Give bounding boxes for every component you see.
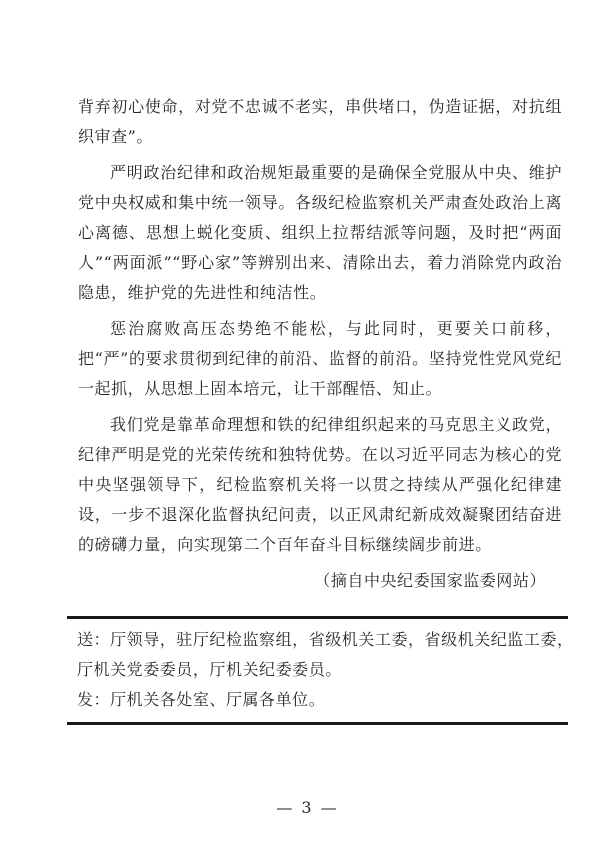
- document-body: [78, 92, 562, 602]
- separator-rule-bottom: [67, 722, 568, 725]
- body-paragraph: 背弃初心使命，对党不忠诚不老实，串供堵口，伪造证据，对抗组织审查”。: [78, 97, 562, 146]
- distribution-line-send-cont: 厅机关党委委员，厅机关纪委委员。: [77, 660, 342, 679]
- distribution-lines: [67, 619, 574, 722]
- distribution-line-send: 送：厅领导，驻厅纪检监察组，省级机关工委，省级机关纪监工委，: [77, 630, 574, 649]
- page-number: — 3 —: [276, 798, 339, 817]
- distribution-block: [67, 616, 574, 725]
- body-paragraph: 惩治腐败高压态势绝不能松，与此同时，更要关口前移，把“严”的要求贯彻到纪律的前沿、监督的前沿。坚持党性党风党纪一起抓，从思想上固本培元，让干部醒悟、知止。: [78, 319, 562, 398]
- distribution-line-issue: 发：厅机关各处室、厅属各单位。: [77, 690, 326, 709]
- body-paragraph: 严明政治纪律和政治规矩最重要的是确保全党服从中央、维护党中央权威和集中统一领导。各级纪检监察机关严肃查处政治上离心离德、思想上蜕化变质、组织上拉帮结派等问题，及时把“两面人”“两面派”“野心家”等辨别出来、清除出去，着力消除党内政治隐患，维护党的先进性和纯洁性。: [78, 163, 562, 302]
- source-attribution: （摘自中央纪委国家监委网站）: [314, 571, 546, 590]
- body-paragraph: 我们党是靠革命理想和铁的纪律组织起来的马克思主义政党，纪律严明是党的光荣传统和独特优势。在以习近平同志为核心的党中央坚强领导下，纪检监察机关将一以贯之持续从严强化纪律建设，一步不退深化监督执纪问责，以正风肃纪新成效凝聚团结奋进的磅礴力量，向实现第二个百年奋斗目标继续阔步前进。: [78, 415, 562, 554]
